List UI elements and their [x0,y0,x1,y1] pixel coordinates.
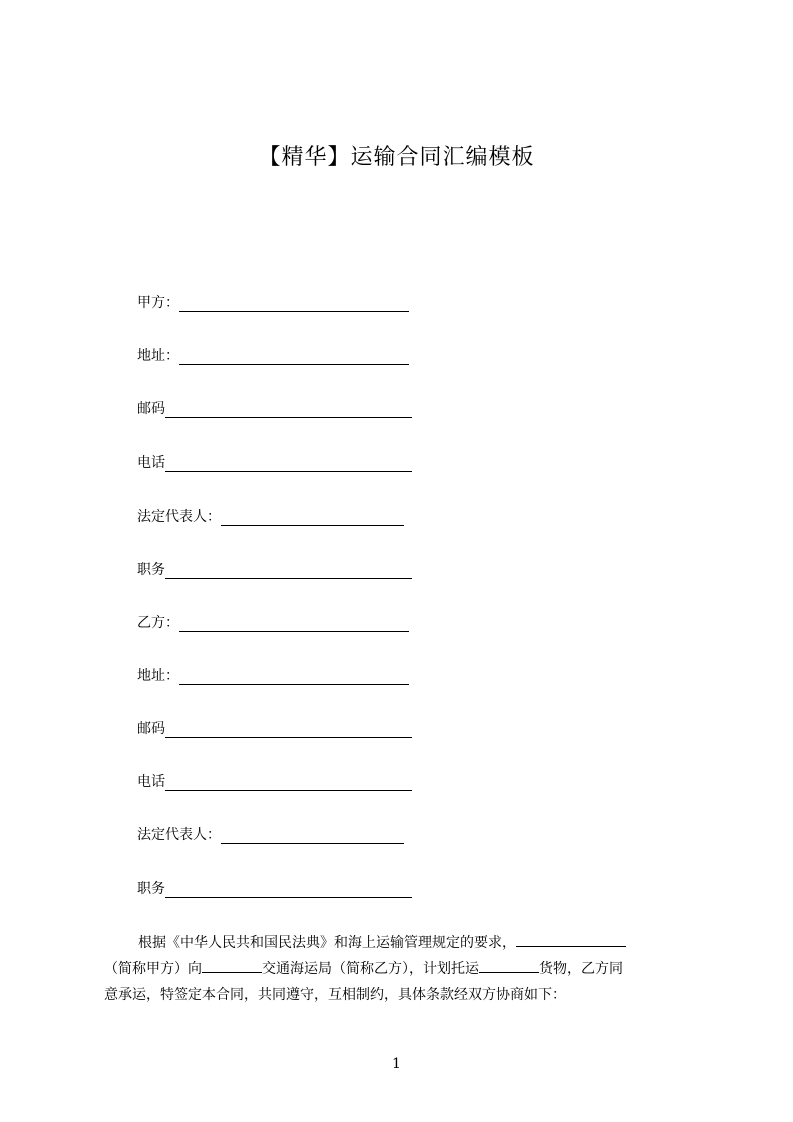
intro-text-2: （简称甲方）向 [104,961,202,977]
recipient-blank[interactable] [202,958,262,973]
party-a-name-field[interactable] [137,290,409,312]
party-a-position-label: 职务 [137,562,165,578]
party-b-name-field[interactable] [137,610,409,632]
party-a-name-label: 甲方： [137,295,179,311]
party-a-position-field[interactable] [137,557,412,579]
party-a-postcode-blank[interactable] [165,402,412,418]
page-number: 1 [392,1056,401,1072]
party-b-name-blank[interactable] [179,616,409,632]
party-b-postcode-label: 邮码 [137,721,165,737]
party-b-legal-rep-field[interactable] [137,822,404,844]
consignor-blank[interactable] [516,932,626,947]
party-a-address-label: 地址： [137,348,179,364]
intro-paragraph [104,930,704,1008]
party-a-name-blank[interactable] [179,296,409,312]
party-a-address-field[interactable] [137,343,409,365]
party-b-postcode-field[interactable] [137,716,412,738]
party-b-phone-label: 电话 [137,774,165,790]
party-b-legal-rep-label: 法定代表人： [137,827,221,843]
party-b-postcode-blank[interactable] [165,722,412,738]
intro-text-3: 交通海运局（简称乙方），计划托运 [262,961,479,977]
intro-line-2 [104,956,704,982]
party-b-phone-field[interactable] [137,769,412,791]
party-b-position-blank[interactable] [165,882,412,898]
party-b-legal-rep-blank[interactable] [221,828,404,844]
document-title: 【精华】运输合同汇编模板 [258,145,535,170]
party-a-legal-rep-field[interactable] [137,504,404,526]
party-b-name-label: 乙方： [137,615,179,631]
intro-text-4: 货物，乙方同 [539,961,623,977]
party-a-legal-rep-label: 法定代表人： [137,509,221,525]
party-b-position-field[interactable] [137,876,412,898]
goods-blank[interactable] [479,958,539,973]
intro-line-3 [104,982,704,1008]
intro-text-1: 根据《中华人民共和国民法典》和海上运输管理规定的要求， [138,935,516,951]
intro-line-1 [104,930,704,956]
party-a-postcode-field[interactable] [137,396,412,418]
party-b-address-label: 地址： [137,668,179,684]
party-b-address-field[interactable] [137,663,409,685]
party-b-address-blank[interactable] [179,669,409,685]
party-a-phone-label: 电话 [137,455,165,471]
party-a-legal-rep-blank[interactable] [221,510,404,526]
party-a-position-blank[interactable] [165,563,412,579]
party-a-postcode-label: 邮码 [137,401,165,417]
party-a-address-blank[interactable] [179,349,409,365]
party-b-position-label: 职务 [137,881,165,897]
intro-text-5: 意承运，特签定本合同，共同遵守，互相制约，具体条款经双方协商如下： [104,987,566,1003]
party-a-phone-blank[interactable] [165,456,412,472]
party-b-phone-blank[interactable] [165,775,412,791]
party-a-phone-field[interactable] [137,450,412,472]
